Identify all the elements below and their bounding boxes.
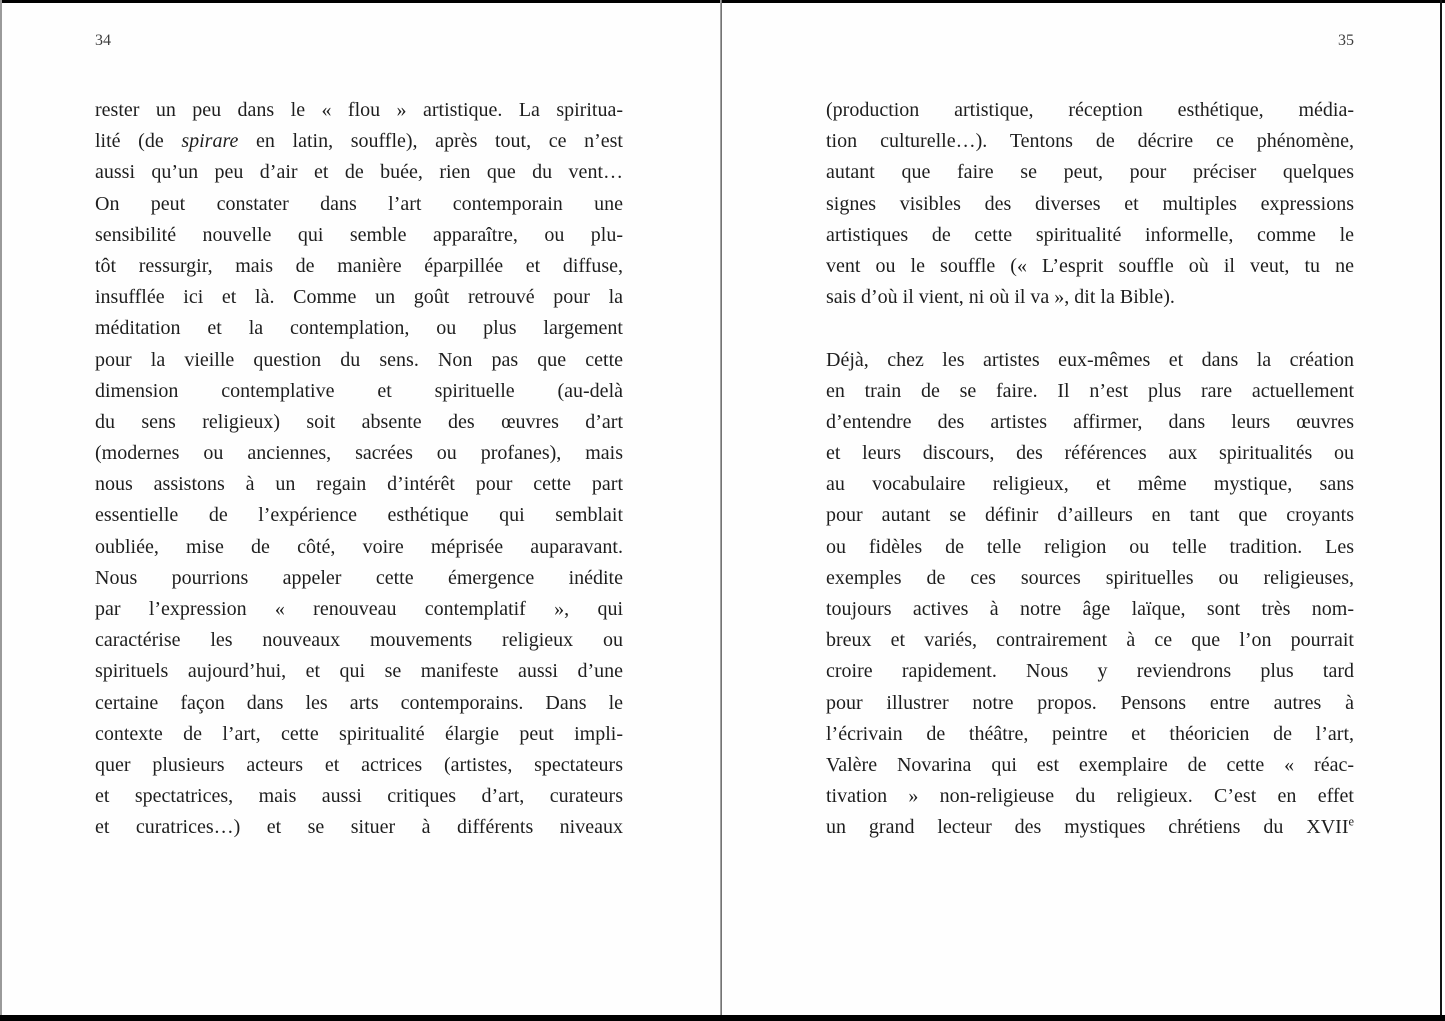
text-line: sensibilité nouvelle qui semble apparaître, ou plu-	[95, 223, 623, 246]
page-number-left: 34	[95, 32, 111, 49]
text-line: ou fidèles de telle religion ou telle tradition. Les	[826, 535, 1354, 558]
text-line: autant que faire se peut, pour préciser quelques	[826, 161, 1354, 184]
text-line: croire rapidement. Nous y reviendrons plus tard	[826, 660, 1354, 683]
text-line: et leurs discours, des références aux spiritualités ou	[826, 442, 1354, 465]
text-line: d’entendre des artistes affirmer, dans leurs œuvres	[826, 410, 1354, 433]
page-right-text-block	[826, 95, 1354, 844]
text-line: lité (de spirare en latin, souffle), après tout, ce n’est	[95, 130, 623, 153]
text-line: et curatrices…) et se situer à différents niveaux	[95, 816, 623, 839]
text-line: pour autant se définir d’ailleurs en tant que croyants	[826, 504, 1354, 527]
text-line: et spectatrices, mais aussi critiques d’art, curateurs	[95, 785, 623, 808]
text-line: rester un peu dans le « flou » artistique. La spiritua-	[95, 99, 623, 121]
text-line: caractérise les nouveaux mouvements religieux ou	[95, 629, 623, 652]
text-line: un grand lecteur des mystiques chrétiens du XVIIe	[826, 814, 1354, 839]
text-line: certaine façon dans les arts contemporains. Dans le	[95, 691, 623, 714]
text-line: Nous pourrions appeler cette émergence inédite	[95, 566, 623, 589]
text-line: artistiques de cette spiritualité informelle, comme le	[826, 223, 1354, 246]
text-line: signes visibles des diverses et multiples expressions	[826, 192, 1354, 215]
text-line: sais d’où il vient, ni où il va », dit la Bible).	[826, 286, 1175, 309]
text-line: spirituels aujourd’hui, et qui se manifeste aussi d’une	[95, 660, 623, 683]
page-left-text-block	[95, 95, 623, 844]
bottom-edge-bar	[0, 1015, 1445, 1021]
text-line: l’écrivain de théâtre, peintre et théoricien de l’art,	[826, 722, 1354, 745]
text-line: toujours actives à notre âge laïque, sont très nom-	[826, 598, 1354, 620]
text-line: au vocabulaire religieux, et même mystique, sans	[826, 473, 1354, 496]
text-line: nous assistons à un regain d’intérêt pour cette part	[95, 473, 623, 496]
text-line: essentielle de l’expérience esthétique qui semblait	[95, 504, 623, 527]
text-line: dimension contemplative et spirituelle (au-delà	[95, 379, 623, 402]
text-line: tôt ressurgir, mais de manière éparpillée et diffuse,	[95, 254, 623, 277]
text-line: aussi qu’un peu d’air et de buée, rien que du vent…	[95, 161, 623, 184]
text-line: pour illustrer notre propos. Pensons entre autres à	[826, 691, 1354, 714]
text-line: insufflée ici et là. Comme un goût retrouvé pour la	[95, 286, 623, 309]
text-line: oubliée, mise de côté, voire méprisée auparavant.	[95, 535, 623, 558]
text-line: quer plusieurs acteurs et actrices (artistes, spectateurs	[95, 753, 623, 776]
page-left	[0, 0, 720, 1021]
text-line: exemples de ces sources spirituelles ou religieuses,	[826, 566, 1354, 589]
text-line: du sens religieux) soit absente des œuvres d’art	[95, 410, 623, 433]
text-line: méditation et la contemplation, ou plus largement	[95, 317, 623, 340]
page-right	[722, 0, 1445, 1021]
text-line: Valère Novarina qui est exemplaire de cette « réac-	[826, 753, 1354, 776]
text-line: en train de se faire. Il n’est plus rare actuellement	[826, 379, 1354, 402]
text-line: breux et variés, contrairement à ce que l’on pourrait	[826, 629, 1354, 652]
text-line: tion culturelle…). Tentons de décrire ce phénomène,	[826, 130, 1354, 153]
text-line: vent ou le souffle (« L’esprit souffle où il veut, tu ne	[826, 254, 1354, 277]
page-number-right: 35	[1338, 32, 1354, 49]
text-line: contexte de l’art, cette spiritualité élargie peut impli-	[95, 722, 623, 745]
text-line: On peut constater dans l’art contemporain une	[95, 192, 623, 215]
text-line: tivation » non-religieuse du religieux. C’est en effet	[826, 785, 1354, 808]
paragraph-break	[826, 313, 1354, 344]
text-line: (production artistique, réception esthétique, média-	[826, 99, 1354, 121]
text-line: Déjà, chez les artistes eux-mêmes et dans la création	[826, 348, 1354, 371]
text-line: par l’expression « renouveau contemplatif », qui	[95, 598, 623, 620]
text-line: pour la vieille question du sens. Non pas que cette	[95, 348, 623, 371]
text-line: (modernes ou anciennes, sacrées ou profanes), mais	[95, 442, 623, 465]
